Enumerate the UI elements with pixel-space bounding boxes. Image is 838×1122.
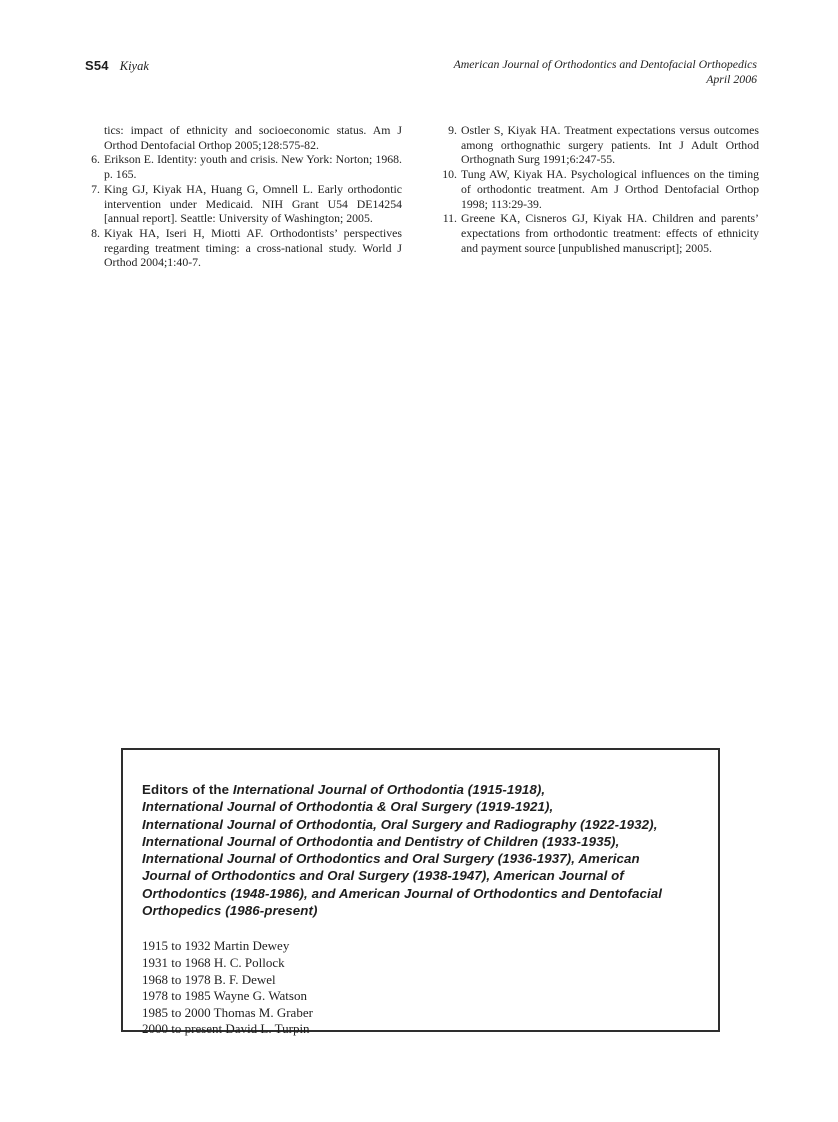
running-head-left [85, 57, 149, 75]
running-head-right [454, 57, 757, 86]
journal-title-italic: International Journal of Orthodontia and Dentistry of Children (1933-1935), [142, 833, 620, 849]
editors-box-intro [142, 781, 696, 919]
reference-number: 9. [448, 123, 457, 137]
journal-title-italic: International Journal of Orthodontia & Oral Surgery (1919-1921), [142, 799, 554, 815]
editors-list [142, 938, 696, 1038]
editors-box-intro-line [142, 816, 696, 833]
reference-number [85, 123, 104, 152]
editors-box-intro-line [142, 798, 696, 815]
reference-entry [85, 226, 402, 270]
journal-title-italic: International Journal of Orthodontia, Oral Surgery and Radiography (1922-1932), [142, 816, 658, 832]
editor-name: Martin Dewey [213, 938, 290, 954]
reference-number: 6. [91, 152, 100, 167]
editors-box-intro-line [142, 781, 696, 798]
editor-name: Wayne G. Watson [213, 988, 307, 1004]
reference-text: tics: impact of ethnicity and socioeconomic status. Am J Orthod Dentofacial Orthop 2005;128:575-82. [104, 123, 402, 152]
editor-years: 1978 to 1985 [142, 988, 211, 1004]
editor-years: 1985 to 2000 [142, 1004, 211, 1020]
editor-name: David L. Turpin [225, 1021, 310, 1037]
editor-entry [142, 938, 696, 955]
editors-box-intro-line [142, 833, 696, 850]
editors-box-intro-line [142, 902, 696, 919]
reference-column-right [442, 123, 759, 270]
reference-number: 11. [442, 211, 457, 226]
issue-date: April 2006 [706, 71, 757, 86]
reference-entry [85, 182, 402, 226]
editors-box-intro-line [142, 885, 696, 902]
editors-box-intro-line [142, 850, 696, 867]
editor-years: 2000 to present [142, 1021, 223, 1037]
journal-title: American Journal of Orthodontics and Dentofacial Orthopedics [453, 57, 757, 71]
reference-number: 10. [442, 167, 457, 182]
editor-years: 1915 to 1932 [142, 938, 211, 954]
editor-name: H. C. Pollock [213, 954, 285, 970]
editor-entry [142, 955, 696, 972]
reference-text: Kiyak HA, Iseri H, Miotti AF. Orthodontists’ perspectives regarding treatment timing: a cross-national study. World J Orthod 2004;1:40-7. [104, 225, 402, 270]
editors-box-lead: Editors of the [142, 782, 230, 797]
reference-entry [442, 123, 759, 167]
reference-text: Tung AW, Kiyak HA. Psychological influences on the timing of orthodontic treatment. Am J Orthod Dentofacial Orthop 1998; 113:29-39. [461, 167, 759, 211]
reference-entry [442, 211, 759, 255]
reference-number: 7. [91, 181, 100, 196]
editors-box-intro-line [142, 867, 696, 884]
journal-title-italic: Orthopedics (1986-present) [142, 903, 318, 919]
reference-entry [442, 167, 759, 211]
reference-text: King GJ, Kiyak HA, Huang G, Omnell L. Early orthodontic intervention under Medicaid. NIH Grant U54 DE14254 [annual report]. Seattle: University of Washington; 2005. [104, 181, 402, 226]
editor-entry [142, 988, 696, 1005]
reference-text: Ostler S, Kiyak HA. Treatment expectations versus outcomes among orthognathic surgery patients. Int J Adult Orthod Orthognath Surg 1991;6:247-55. [461, 123, 759, 167]
journal-title-italic: Journal of Orthodontics and Oral Surgery (1938-1947), American Journal of [142, 868, 624, 884]
reference-number: 8. [91, 225, 100, 240]
reference-column-left [85, 123, 402, 270]
journal-title-italic: International Journal of Orthodontia (1915-1918), [232, 782, 546, 797]
editor-entry [142, 1021, 696, 1038]
page-number: S54 [85, 58, 109, 73]
editors-history-box [121, 748, 720, 1037]
editor-years: 1931 to 1968 [142, 954, 211, 970]
editor-name: Thomas M. Graber [213, 1004, 313, 1020]
reference-entry-continuation [85, 123, 402, 152]
journal-title-italic: Orthodontics (1948-1986), and American Journal of Orthodontics and Dentofacial [142, 885, 663, 901]
editor-entry [142, 972, 696, 989]
editor-years: 1968 to 1978 [142, 971, 211, 987]
reference-text: Greene KA, Cisneros GJ, Kiyak HA. Children and parents’ expectations from orthodontic treatment: effects of ethnicity and payment source [unpublished manuscript]; 2005. [461, 211, 759, 255]
reference-text: Erikson E. Identity: youth and crisis. New York: Norton; 1968. p. 165. [104, 152, 402, 182]
reference-list [85, 123, 759, 270]
reference-entry [85, 152, 402, 181]
editor-entry [142, 1005, 696, 1022]
running-head [85, 57, 757, 86]
journal-title-italic: International Journal of Orthodontics and Oral Surgery (1936-1937), American [142, 851, 640, 867]
editor-name: B. F. Dewel [213, 971, 276, 987]
running-head-author: Kiyak [119, 59, 149, 73]
